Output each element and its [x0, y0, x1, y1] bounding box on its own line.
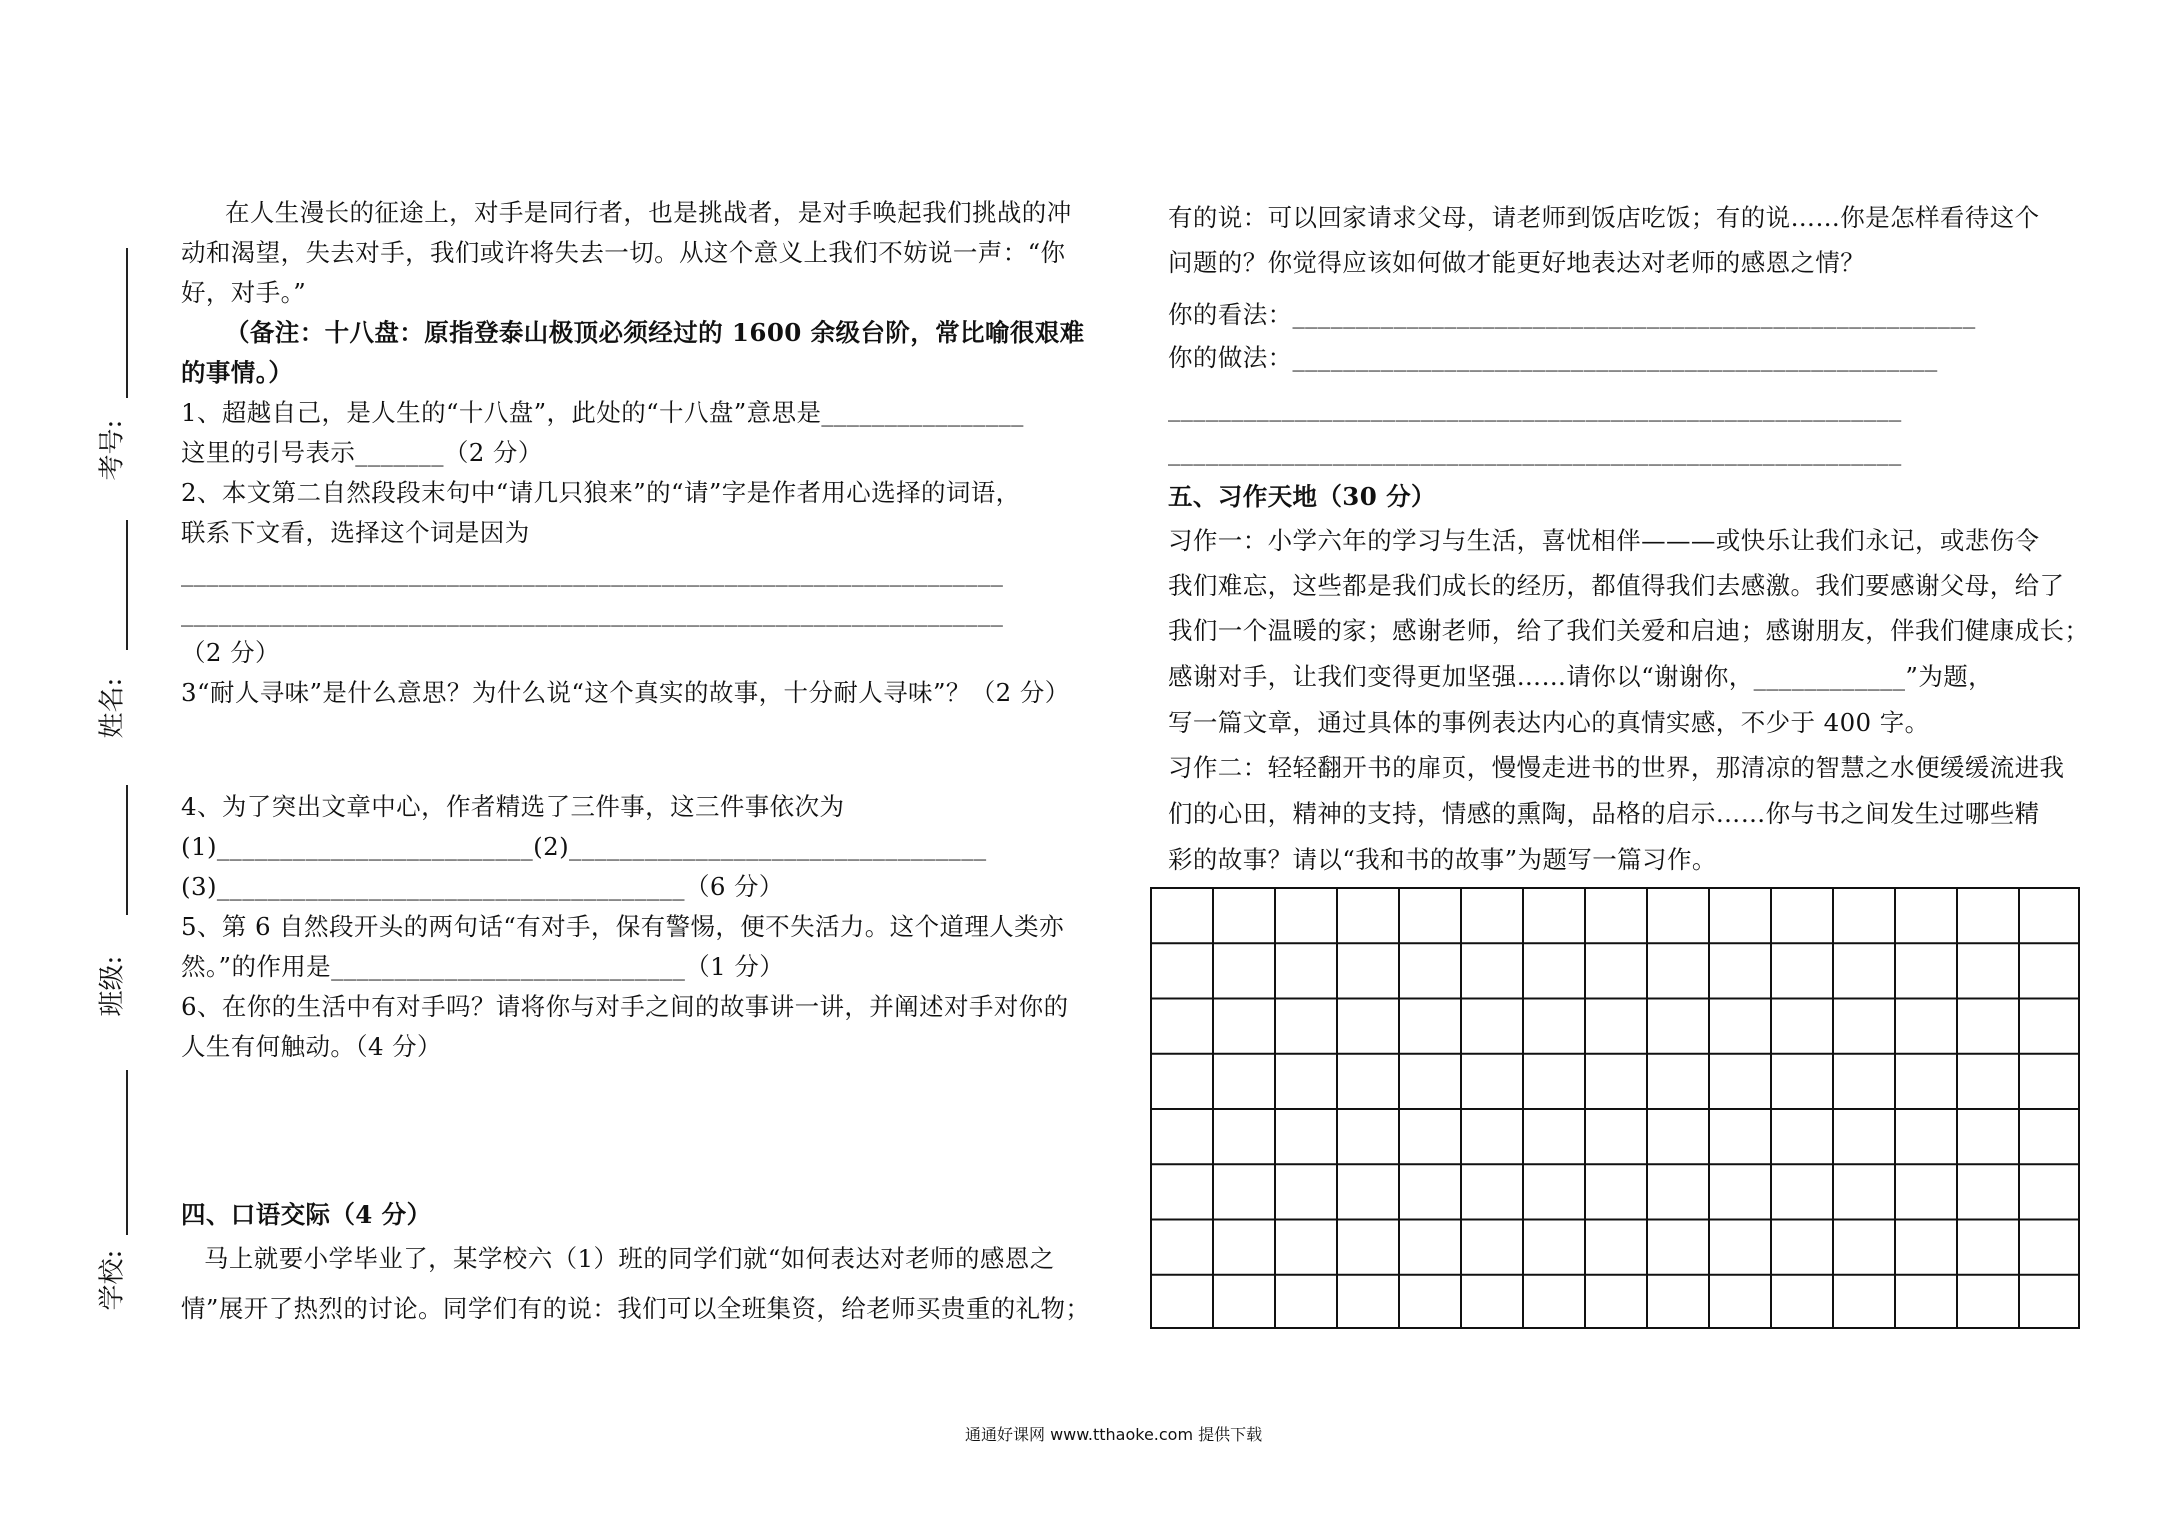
composition-1-line-2: 我们难忘，这些都是我们成长的经历，都值得我们去感激。我们要感谢父母，给了	[1168, 571, 2065, 600]
question-6-line-2: 人生有何触动。（4 分）	[181, 1032, 442, 1061]
answer-blank-q2-2: _________________________________________________________________	[181, 598, 1004, 627]
section-4-heading: 四、口语交际（4 分）	[181, 1200, 432, 1229]
section-4-line-1: 马上就要小学毕业了，某学校六（1）班的同学们就“如何表达对老师的感恩之	[204, 1244, 1055, 1273]
question-6-line-1: 6、在你的生活中有对手吗？请将你与对手之间的故事讲一讲，并阐述对手对你的	[181, 992, 1069, 1021]
composition-1-line-4: 感谢对手，让我们变得更加坚强……请你以“谢谢你，____________”为题，	[1168, 662, 1994, 691]
question-1-line-2: 这里的引号表示_______（2 分）	[181, 438, 543, 467]
margin-line-4	[126, 1070, 128, 1235]
margin-line-1	[126, 248, 128, 398]
margin-line-3	[126, 785, 128, 915]
question-3: 3“耐人寻味”是什么意思？为什么说“这个真实的故事，十分耐人寻味”？（2 分）	[181, 678, 1070, 707]
margin-label-kaohao: 考号:	[97, 419, 128, 481]
composition-1-line-1: 习作一：小学六年的学习与生活，喜忧相伴———或快乐让我们永记，或悲伤令	[1168, 526, 2040, 555]
section-4-line-2: 情”展开了热烈的讨论。同学们有的说：我们可以全班集资，给老师买贵重的礼物；	[181, 1294, 1091, 1323]
answer-blank-r-1: __________________________________________________________	[1168, 393, 1902, 422]
passage-line-1: 在人生漫长的征途上，对手是同行者，也是挑战者，是对手唤起我们挑战的冲	[225, 198, 1072, 227]
oral-continued-line-2: 问题的？你觉得应该如何做才能更好地表达对老师的感恩之情？	[1168, 248, 1866, 277]
question-4-line-3: (3)_____________________________________（6 分）	[181, 872, 784, 901]
section-5-heading: 五、习作天地（30 分）	[1168, 482, 1436, 511]
passage-line-3: 好，对手。”	[181, 278, 307, 307]
oral-continued-line-1: 有的说：可以回家请求父母，请老师到饭店吃饭；有的说……你是怎样看待这个	[1168, 203, 2040, 232]
your-view-line: 你的看法：______________________________________________________	[1168, 300, 1976, 329]
composition-2-line-2: 们的心田，精神的支持，情感的熏陶，品格的启示……你与书之间发生过哪些精	[1168, 799, 2040, 828]
question-1-line-1: 1、超越自己，是人生的“十八盘”，此处的“十八盘”意思是________________	[181, 398, 1024, 427]
answer-blank-q2-1: _________________________________________________________________	[181, 558, 1004, 587]
question-2-line-2: 联系下文看，选择这个词是因为	[181, 518, 530, 547]
question-5-line-1: 5、第 6 自然段开头的两句话“有对手，保有警惕，便不失活力。这个道理人类亦	[181, 912, 1064, 941]
note-line-1: （备注：十八盘：原指登泰山极顶必须经过的 1600 余级台阶，常比喻很艰难	[225, 318, 1085, 347]
question-2-line-1: 2、本文第二自然段段末句中“请几只狼来”的“请”字是作者用心选择的词语，	[181, 478, 1021, 507]
footer-source: 通通好课网 www.tthaoke.com 提供下载	[965, 1425, 1263, 1444]
answer-blank-r-2: __________________________________________________________	[1168, 437, 1902, 466]
margin-label-xuexiao: 学校:	[97, 1249, 128, 1311]
composition-2-line-3: 彩的故事？请以“我和书的故事”为题写一篇习作。	[1168, 845, 1717, 874]
margin-label-banji: 班级:	[97, 955, 128, 1017]
composition-1-line-5: 写一篇文章，通过具体的事例表达内心的真情实感，不少于 400 字。	[1168, 708, 1930, 737]
your-action-line: 你的做法：___________________________________________________	[1168, 343, 1938, 372]
margin-line-2	[126, 520, 128, 650]
composition-1-line-3: 我们一个温暖的家；感谢老师，给了我们关爱和启迪；感谢朋友，伴我们健康成长；	[1168, 616, 2090, 645]
question-2-score: （2 分）	[181, 638, 280, 667]
writing-grid[interactable]	[1150, 887, 2080, 1329]
composition-2-line-1: 习作二：轻轻翻开书的扉页，慢慢走进书的世界，那清凉的智慧之水便缓缓流进我	[1168, 753, 2065, 782]
question-4-line-1: 4、为了突出文章中心，作者精选了三件事，这三件事依次为	[181, 792, 845, 821]
note-line-2: 的事情。）	[181, 358, 294, 387]
question-4-line-2: (1)_________________________(2)_________________________________	[181, 832, 987, 861]
passage-line-2: 动和渴望，失去对手，我们或许将失去一切。从这个意义上我们不妨说一声：“你	[181, 238, 1066, 267]
question-5-line-2: 然。”的作用是____________________________（1 分）	[181, 952, 785, 981]
margin-label-xingming: 姓名:	[97, 677, 128, 739]
